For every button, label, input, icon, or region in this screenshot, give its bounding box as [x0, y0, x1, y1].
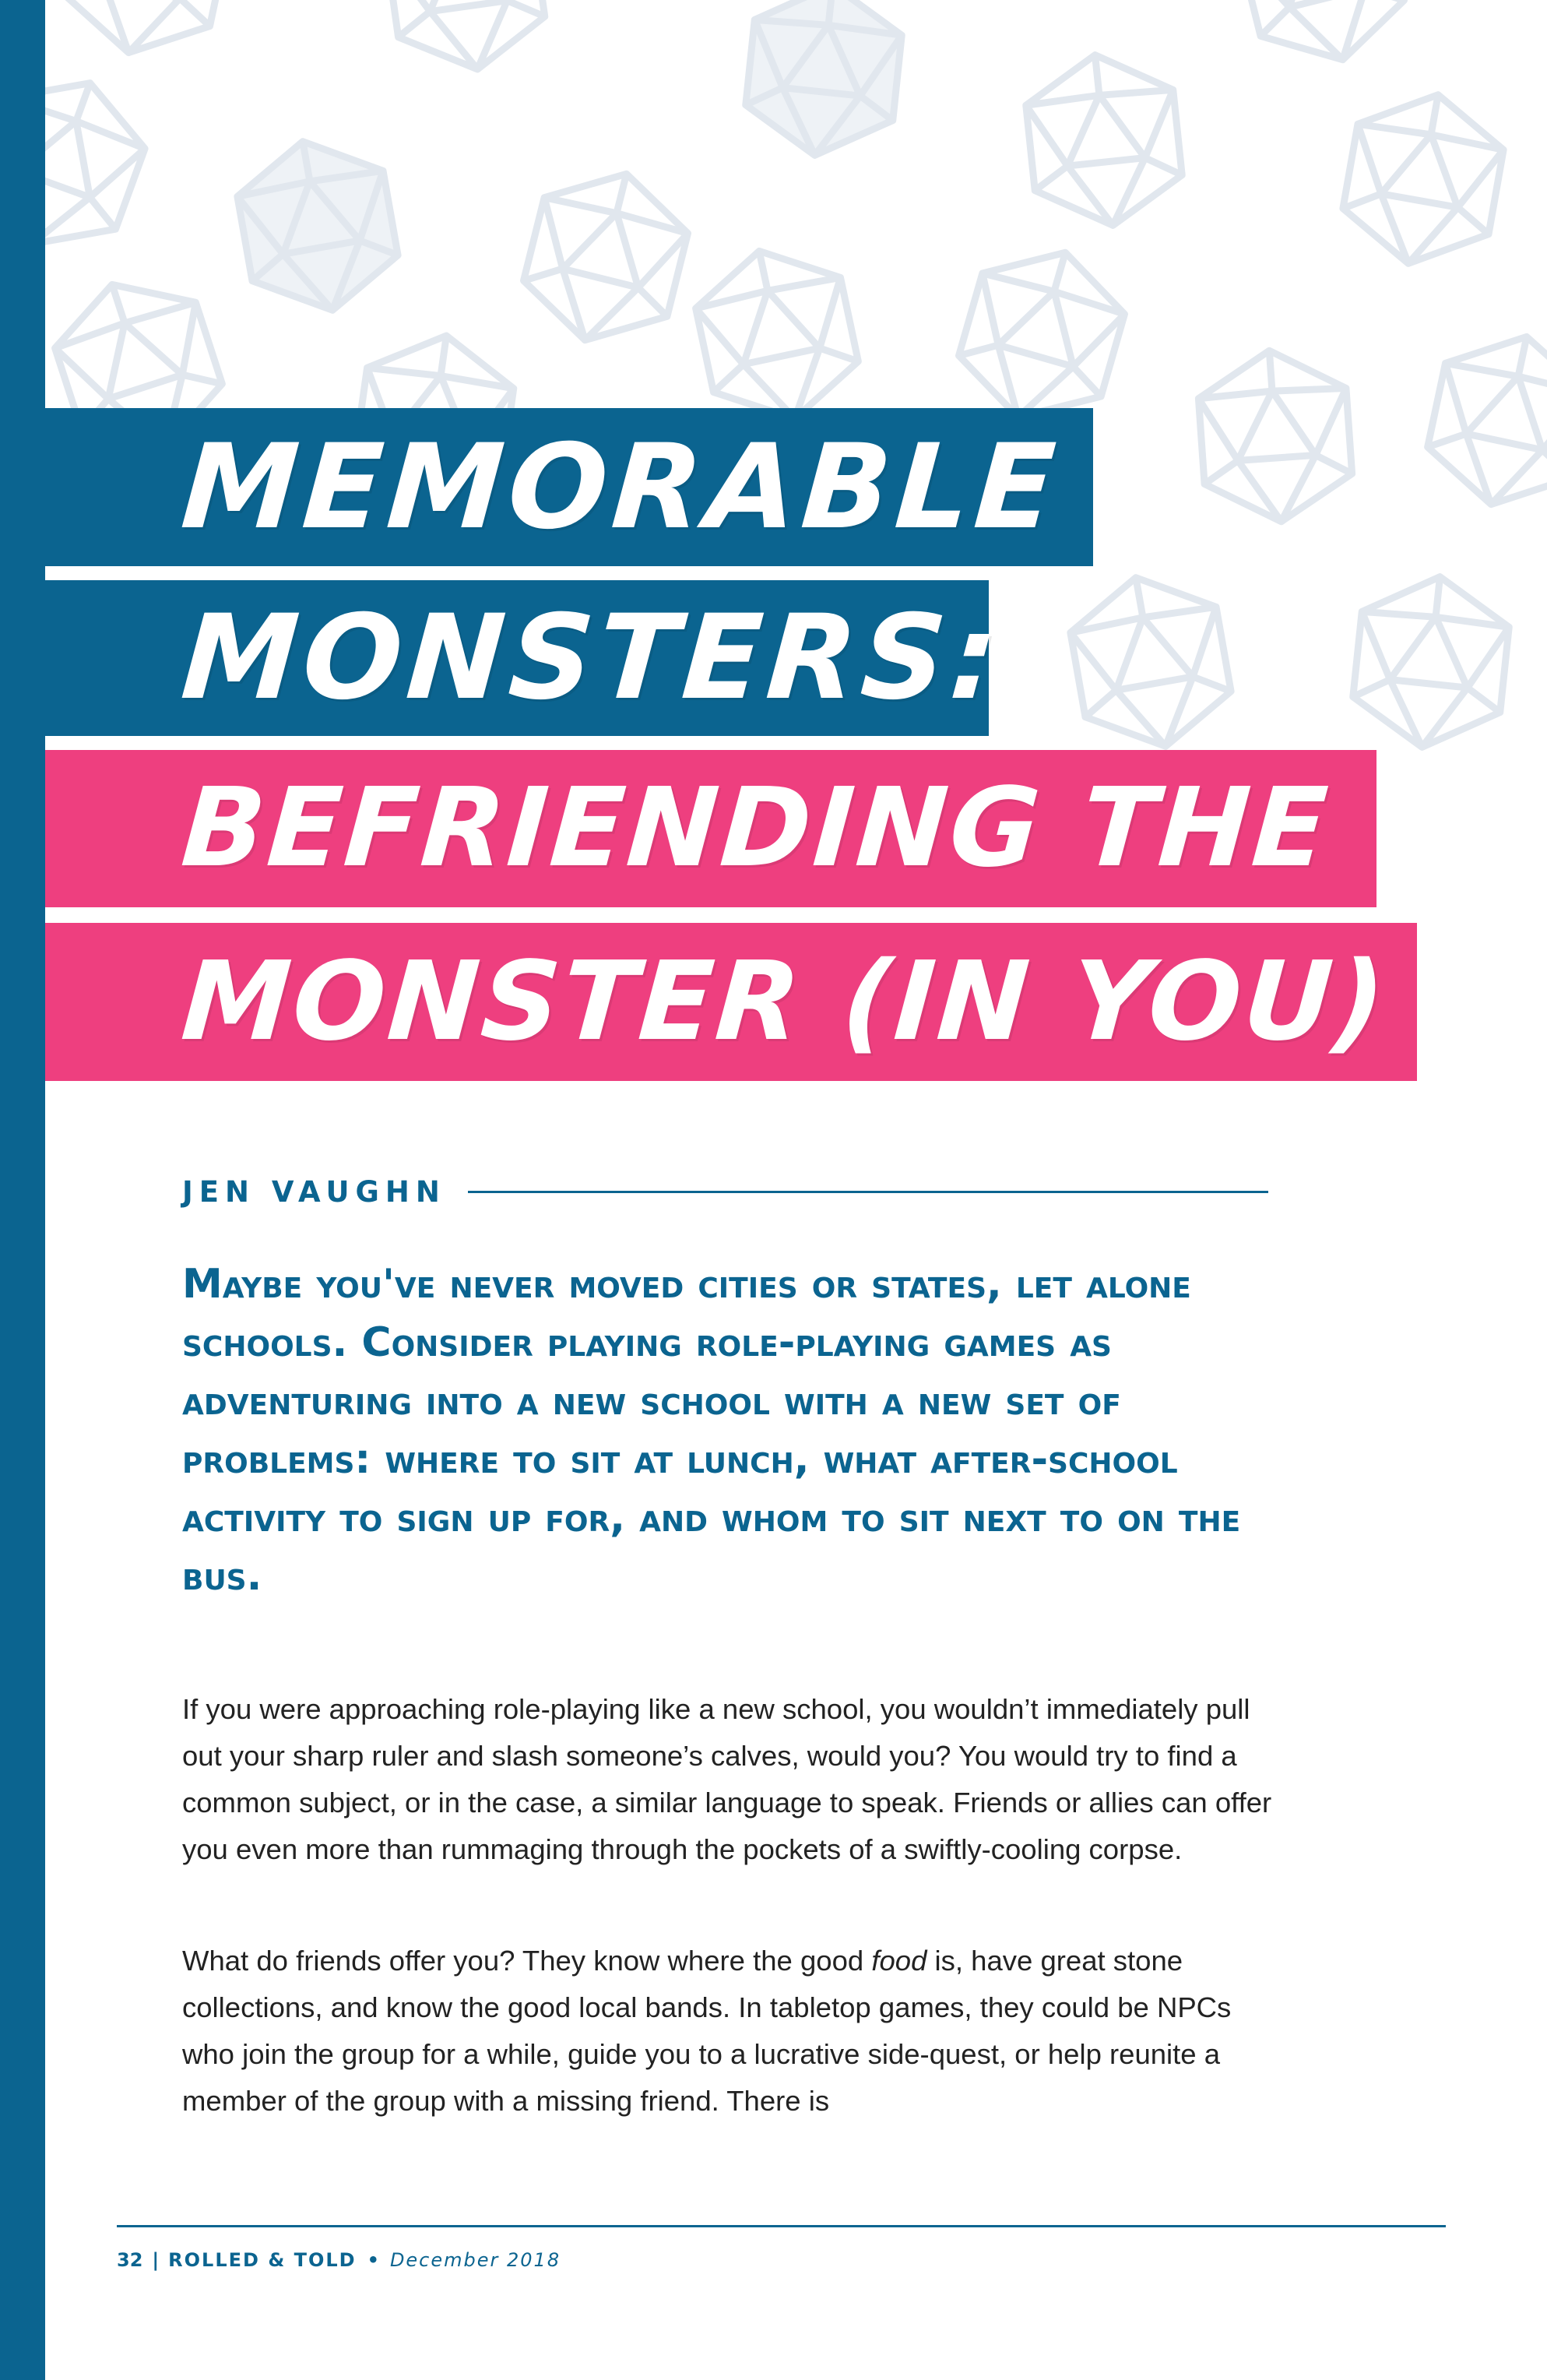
title-line-2: MONSTERS:	[177, 590, 1007, 726]
left-accent-bar	[0, 0, 45, 2380]
lede-paragraph: Maybe you've never moved cities or states, let alone schools. Consider playing role-playing games as adventuring into a new school with a new set of problems: where to sit at lunch, what after-school activity to sign up for, and whom to sit next to on the bus.	[182, 1261, 1241, 1600]
body-paragraph-2-text-b: is, have great stone collections, and know the good local bands. In tabletop games, they could be NPCs who join the group for a while, guide you to a lucrative side-quest, or help reunite a member of the group with a missing friend. There is	[182, 1945, 1232, 2117]
title-line-4: MONSTER (IN YOU)	[178, 938, 1391, 1065]
emphasis-food: food	[871, 1945, 927, 1977]
footer-separator: |	[152, 2249, 160, 2271]
title-band-1	[45, 408, 1093, 566]
body-paragraph-1: If you were approaching role-playing like a new school, you wouldn’t immediately pull out your sharp ruler and slash someone’s calves, would you? You would try to find a common subject, or in the case, a similar language to speak. Friends or allies can offer you even more than rummaging through the pockets of a swiftly-cooling corpse.	[182, 1693, 1272, 1865]
issue-date: December 2018	[389, 2249, 561, 2271]
page-number: 32	[117, 2249, 143, 2271]
byline	[182, 1168, 1268, 1215]
title-band-3	[45, 750, 1376, 907]
page-footer	[117, 2243, 561, 2277]
title-line-1: MEMORABLE	[177, 419, 1064, 555]
body-paragraph-2-text-a: What do friends offer you? They know where the good	[182, 1945, 872, 1977]
body-paragraph-2	[182, 1938, 1288, 2125]
title-band-2	[45, 580, 1007, 736]
publication-name: ROLLED & TOLD	[168, 2249, 357, 2271]
title-line-3: BEFRIENDING THE	[178, 765, 1334, 892]
footer-rule	[117, 2225, 1446, 2227]
author-name: JEN VAUGHN	[182, 1174, 446, 1209]
title-band-4	[45, 923, 1417, 1081]
footer-bullet: •	[367, 2249, 379, 2271]
byline-rule	[468, 1191, 1268, 1193]
